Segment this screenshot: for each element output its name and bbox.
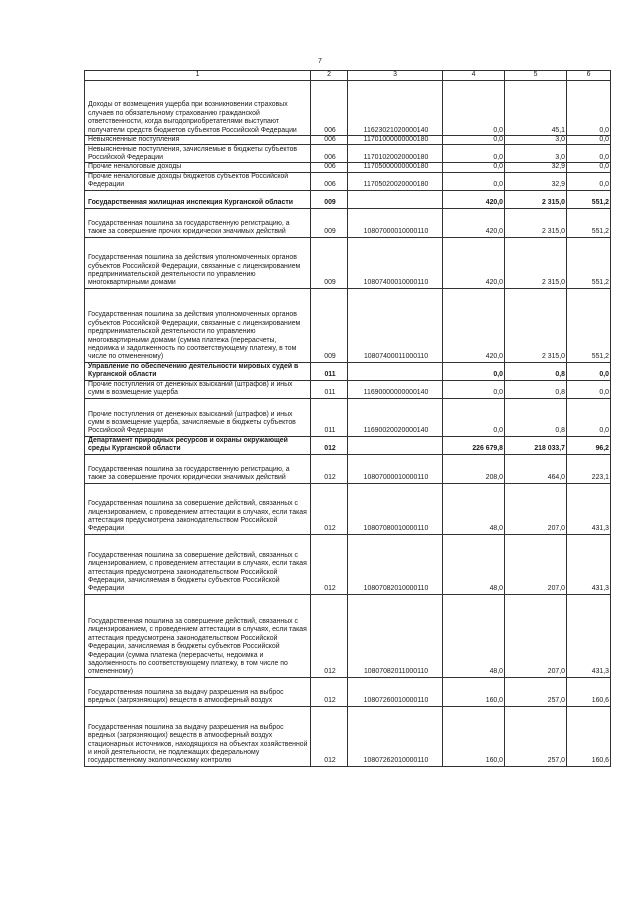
section-header-row: [85, 436, 611, 454]
table-row: [85, 454, 611, 483]
table-row: [85, 145, 611, 163]
planned-amount: 48,0: [443, 483, 505, 534]
column-number-row: [85, 71, 611, 81]
actual-amount: 3,0: [505, 136, 567, 145]
page-number: 7: [318, 58, 322, 65]
row-name: Прочие поступления от денежных взысканий (штрафов) и иных сумм в возмещение ущерба, зачисляемые в бюджеты субъектов Российской Федерации: [85, 398, 311, 436]
actual-amount: 0,8: [505, 380, 567, 398]
planned-amount: 0,0: [443, 163, 505, 172]
admin-code: 009: [311, 208, 348, 237]
budget-classification-code: 10807000010000110: [348, 454, 443, 483]
table-row: [85, 237, 611, 288]
budget-classification-code: 11690000000000140: [348, 380, 443, 398]
execution-percent: 551,2: [567, 237, 611, 288]
budget-classification-code: 10807000010000110: [348, 208, 443, 237]
table-row: [85, 534, 611, 594]
actual-amount: 2 315,0: [505, 237, 567, 288]
row-name: Государственная пошлина за государственную регистрацию, а также за совершение прочих юридически значимых действий: [85, 454, 311, 483]
planned-amount: 48,0: [443, 534, 505, 594]
budget-classification-code: 11705020020000180: [348, 172, 443, 190]
row-name: Государственная пошлина за государственную регистрацию, а также за совершение прочих юридически значимых действий: [85, 208, 311, 237]
section-header-row: [85, 362, 611, 380]
budget-classification-code: 11623021020000140: [348, 81, 443, 136]
row-name: Государственная пошлина за выдачу разрешения на выброс вредных (загрязняющих) веществ в атмосферный воздух стационарных источников, находящихся на объектах хозяйственной и иной деятельности, не подлежащих федеральному государственному экологическому контролю: [85, 706, 311, 766]
table-row: [85, 483, 611, 534]
table-row: [85, 172, 611, 190]
execution-percent: 0,0: [567, 172, 611, 190]
admin-code: 012: [311, 534, 348, 594]
execution-percent: 0,0: [567, 398, 611, 436]
planned-amount: 420,0: [443, 288, 505, 362]
admin-code: 012: [311, 436, 348, 454]
table-row: [85, 594, 611, 677]
admin-code: 011: [311, 398, 348, 436]
table-row: [85, 136, 611, 145]
admin-code: 012: [311, 677, 348, 706]
budget-classification-code: 10807260010000110: [348, 677, 443, 706]
row-name: Государственная пошлина за выдачу разрешения на выброс вредных (загрязняющих) веществ в атмосферный воздух: [85, 677, 311, 706]
execution-percent: 431,3: [567, 594, 611, 677]
actual-amount: 464,0: [505, 454, 567, 483]
admin-code: 012: [311, 483, 348, 534]
admin-code: 009: [311, 237, 348, 288]
execution-percent: 0,0: [567, 163, 611, 172]
actual-amount: 257,0: [505, 677, 567, 706]
row-name: Невыясненные поступления, зачисляемые в бюджеты субъектов Российской Федерации: [85, 145, 311, 163]
table-row: [85, 677, 611, 706]
row-name: Государственная жилищная инспекция Курганской области: [85, 190, 311, 208]
budget-classification-code: 10807400010000110: [348, 237, 443, 288]
budget-classification-code: [348, 190, 443, 208]
execution-percent: 431,3: [567, 534, 611, 594]
planned-amount: 420,0: [443, 208, 505, 237]
budget-classification-code: 10807082010000110: [348, 534, 443, 594]
table-row: [85, 706, 611, 766]
execution-percent: 551,2: [567, 288, 611, 362]
table-row: [85, 288, 611, 362]
actual-amount: 3,0: [505, 145, 567, 163]
admin-code: 006: [311, 136, 348, 145]
budget-classification-code: 11690020020000140: [348, 398, 443, 436]
row-name: Невыясненные поступления: [85, 136, 311, 145]
actual-amount: 32,9: [505, 163, 567, 172]
budget-classification-code: 10807080010000110: [348, 483, 443, 534]
row-name: Прочие поступления от денежных взысканий (штрафов) и иных сумм в возмещение ущерба: [85, 380, 311, 398]
actual-amount: 2 315,0: [505, 288, 567, 362]
execution-percent: 0,0: [567, 380, 611, 398]
actual-amount: 207,0: [505, 594, 567, 677]
planned-amount: 208,0: [443, 454, 505, 483]
budget-classification-code: 10807262010000110: [348, 706, 443, 766]
row-name: Государственная пошлина за совершение действий, связанных с лицензированием, с проведением аттестации в случаях, если такая аттестация предусмотрена законодательством Российской Федерации, зачисляемая в бюджеты субъектов Российской Федерации (сумма платежа (перерасчеты, недоимка и задолженность по соответствующему платежу, в том числе по отмененному): [85, 594, 311, 677]
table-row: [85, 163, 611, 172]
column-number: 2: [311, 71, 348, 81]
planned-amount: 420,0: [443, 190, 505, 208]
execution-percent: 0,0: [567, 136, 611, 145]
planned-amount: 0,0: [443, 145, 505, 163]
execution-percent: 0,0: [567, 145, 611, 163]
execution-percent: 160,6: [567, 677, 611, 706]
planned-amount: 0,0: [443, 362, 505, 380]
admin-code: 012: [311, 454, 348, 483]
section-header-row: [85, 190, 611, 208]
actual-amount: 45,1: [505, 81, 567, 136]
row-name: Государственная пошлина за совершение действий, связанных с лицензированием, с проведением аттестации в случаях, если такая аттестация предусмотрена законодательством Российской Федерации, зачисляемая в бюджеты субъектов Российской Федерации: [85, 534, 311, 594]
planned-amount: 0,0: [443, 136, 505, 145]
execution-percent: 96,2: [567, 436, 611, 454]
column-number: 3: [348, 71, 443, 81]
column-number: 1: [85, 71, 311, 81]
planned-amount: 0,0: [443, 172, 505, 190]
execution-percent: 0,0: [567, 362, 611, 380]
planned-amount: 0,0: [443, 398, 505, 436]
admin-code: 011: [311, 380, 348, 398]
row-name: Прочие неналоговые доходы: [85, 163, 311, 172]
execution-percent: 223,1: [567, 454, 611, 483]
actual-amount: 218 033,7: [505, 436, 567, 454]
actual-amount: 32,9: [505, 172, 567, 190]
admin-code: 006: [311, 145, 348, 163]
actual-amount: 0,8: [505, 398, 567, 436]
admin-code: 012: [311, 706, 348, 766]
budget-classification-code: 11701000000000180: [348, 136, 443, 145]
execution-percent: 160,6: [567, 706, 611, 766]
actual-amount: 2 315,0: [505, 190, 567, 208]
budget-classification-code: [348, 436, 443, 454]
table-row: [85, 81, 611, 136]
planned-amount: 0,0: [443, 81, 505, 136]
admin-code: 006: [311, 81, 348, 136]
table-row: [85, 398, 611, 436]
actual-amount: 0,8: [505, 362, 567, 380]
budget-classification-code: [348, 362, 443, 380]
row-name: Доходы от возмещения ущерба при возникновении страховых случаев по обязательному страхованию гражданской ответственности, когда выгодоприобретателями выступают получатели средств бюджетов субъектов Российской Федерации: [85, 81, 311, 136]
actual-amount: 2 315,0: [505, 208, 567, 237]
budget-classification-code: 10807082011000110: [348, 594, 443, 677]
row-name: Управление по обеспечению деятельности мировых судей в Курганской области: [85, 362, 311, 380]
planned-amount: 0,0: [443, 380, 505, 398]
row-name: Государственная пошлина за совершение действий, связанных с лицензированием, с проведением аттестации в случаях, если такая аттестация предусмотрена законодательством Российской Федерации: [85, 483, 311, 534]
row-name: Государственная пошлина за действия уполномоченных органов субъектов Российской Федерации, связанные с лицензированием предпринимательской деятельности по управлению многоквартирными домами (сумма платежа (перерасчеты, недоимка и задолженность по соответствующему платежу, в том числе по отмененному): [85, 288, 311, 362]
budget-classification-code: 11705000000000180: [348, 163, 443, 172]
actual-amount: 207,0: [505, 534, 567, 594]
execution-percent: 0,0: [567, 81, 611, 136]
admin-code: 006: [311, 163, 348, 172]
table-row: [85, 380, 611, 398]
budget-classification-code: 11701020020000180: [348, 145, 443, 163]
planned-amount: 160,0: [443, 677, 505, 706]
budget-classification-code: 10807400011000110: [348, 288, 443, 362]
table-row: [85, 208, 611, 237]
table-body: [85, 71, 611, 767]
column-number: 5: [505, 71, 567, 81]
column-number: 4: [443, 71, 505, 81]
execution-percent: 431,3: [567, 483, 611, 534]
planned-amount: 48,0: [443, 594, 505, 677]
execution-percent: 551,2: [567, 190, 611, 208]
admin-code: 011: [311, 362, 348, 380]
admin-code: 009: [311, 288, 348, 362]
execution-percent: 551,2: [567, 208, 611, 237]
admin-code: 006: [311, 172, 348, 190]
planned-amount: 160,0: [443, 706, 505, 766]
planned-amount: 420,0: [443, 237, 505, 288]
row-name: Департамент природных ресурсов и охраны окружающей среды Курганской области: [85, 436, 311, 454]
admin-code: 012: [311, 594, 348, 677]
revenue-table: [84, 70, 611, 767]
planned-amount: 226 679,8: [443, 436, 505, 454]
admin-code: 009: [311, 190, 348, 208]
actual-amount: 257,0: [505, 706, 567, 766]
row-name: Прочие неналоговые доходы бюджетов субъектов Российской Федерации: [85, 172, 311, 190]
actual-amount: 207,0: [505, 483, 567, 534]
column-number: 6: [567, 71, 611, 81]
row-name: Государственная пошлина за действия уполномоченных органов субъектов Российской Федерации, связанные с лицензированием предпринимательской деятельности по управлению многоквартирными домами: [85, 237, 311, 288]
